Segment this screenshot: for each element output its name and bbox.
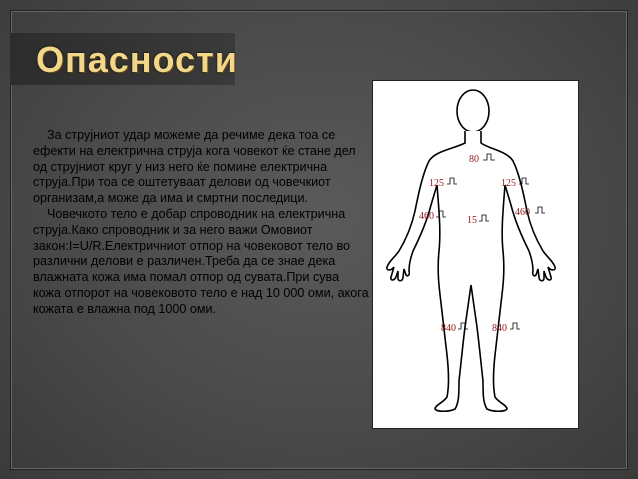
slide-title: Опасности xyxy=(36,39,238,80)
head-outline xyxy=(457,90,489,132)
resistance-label-left-arm: 460 xyxy=(419,211,434,222)
resistance-label-left-shoulder: 125 xyxy=(429,178,444,189)
resistance-label-right-leg: 840 xyxy=(492,323,507,334)
human-body-diagram xyxy=(373,81,578,428)
body-resistance-figure xyxy=(372,80,579,429)
body-outline xyxy=(387,131,555,411)
resistance-label-right-shoulder: 125 xyxy=(501,178,516,189)
body-text xyxy=(33,128,369,318)
paragraph-1: За струјниот удар можеме да речиме дека тоа се ефекти на електрична струја кога човекот ќе стане дел од струјниот круг у низ него ќе помине електрична струја.При тоа се оштетуваат делови од човечкиот организам,а може да има и смртни последици. xyxy=(33,128,356,206)
label-right-shoulder xyxy=(501,178,529,189)
label-right-arm xyxy=(515,207,545,218)
resistance-label-torso: 15 xyxy=(467,215,477,226)
resistance-label-right-arm: 460 xyxy=(515,207,530,218)
resistance-label-head-neck: 80 xyxy=(469,154,479,165)
resistor-icon xyxy=(535,207,545,213)
resistance-label-left-leg: 840 xyxy=(441,323,456,334)
paragraph-2: Човечкото тело е добар спроводник на електрична струја.Како спроводник и за него важи Омовиот закон:I=U/R.Електричниот отпор на човековот тело во различни делови е различен.Треба да се знае дека влажната кожа има помал отпор од сувата.При сува кожа отпорот на човековото тело е над 10 000 оми, акога кожата е влажна под 1000 оми. xyxy=(33,206,369,316)
resistor-icon xyxy=(510,323,520,329)
label-right-leg xyxy=(492,323,520,334)
